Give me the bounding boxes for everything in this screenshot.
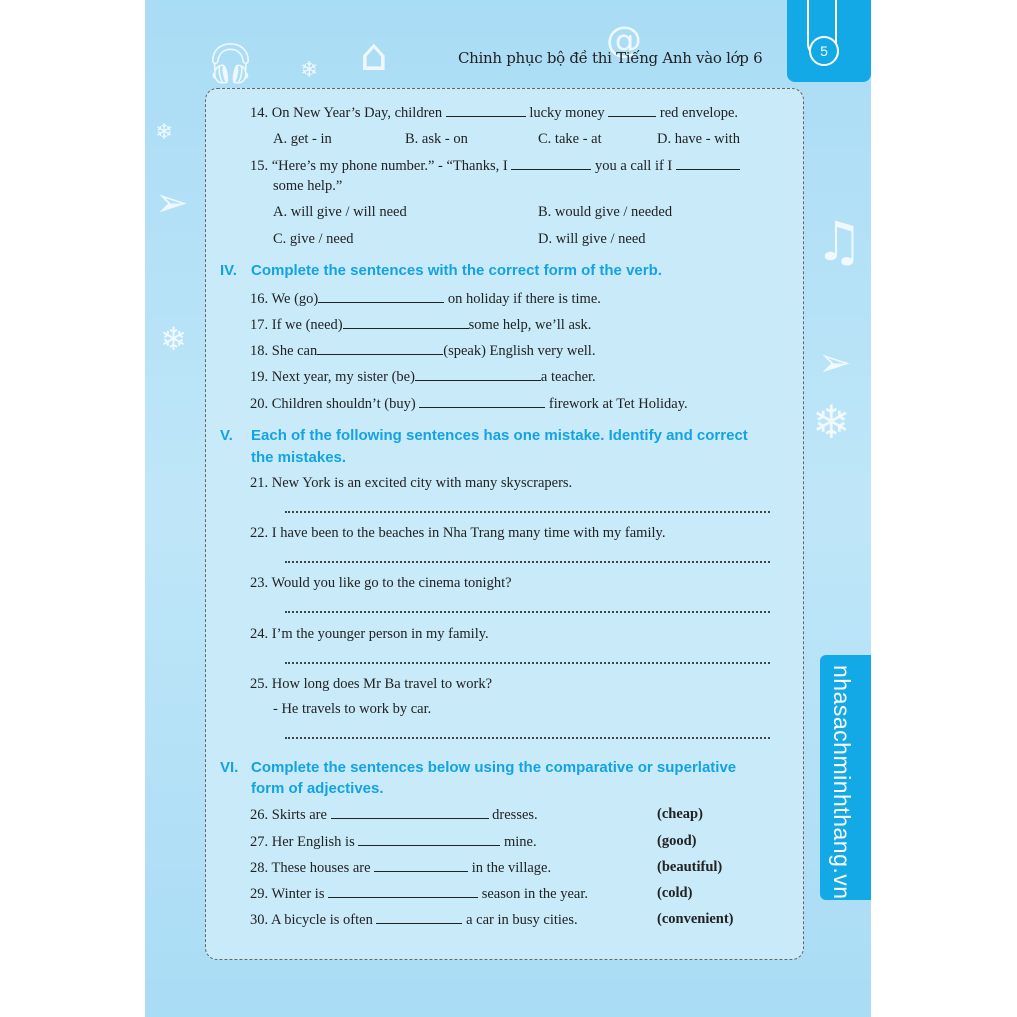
snowflake-icon: ❄ [160, 320, 187, 358]
text-fragment: 28. These houses are [250, 860, 371, 876]
section-4-heading: Complete the sentences with the correct form of the verb. [251, 262, 662, 279]
text-fragment: lucky money [529, 105, 605, 121]
text-fragment: 26. Skirts are [250, 807, 327, 823]
text-fragment: on holiday if there is time. [447, 291, 601, 307]
snowflake-icon: ❄ [155, 120, 174, 145]
answer-blank[interactable] [343, 316, 469, 329]
answer-line[interactable] [285, 737, 770, 739]
answer-line[interactable] [285, 611, 770, 613]
answer-blank[interactable] [374, 859, 468, 872]
question-22: 22. I have been to the beaches in Nha Trang many time with my family. [250, 525, 666, 541]
option: C. give / need [273, 231, 354, 247]
option: D. will give / need [538, 231, 646, 247]
text-fragment: dresses. [492, 807, 538, 823]
text-fragment: firework at Tet Holiday. [548, 396, 688, 412]
text-fragment: in the village. [471, 860, 552, 876]
page-number-tab [787, 0, 871, 82]
hint: (cheap) [657, 806, 703, 822]
text-fragment: a teacher. [540, 369, 596, 385]
snowflake-icon: ❄ [812, 395, 851, 449]
text-fragment: 20. Children shouldn’t (buy) [250, 396, 416, 412]
at-sign-icon: @ [606, 20, 642, 61]
question-21: 21. New York is an excited city with many skyscrapers. [250, 475, 573, 491]
question-23: 23. Would you like go to the cinema tonight? [250, 575, 512, 591]
text-fragment: 17. If we (need) [250, 317, 343, 333]
answer-blank[interactable] [358, 833, 500, 846]
question-15-cont: some help.” [273, 178, 343, 194]
question-28 [250, 859, 551, 877]
question-19 [250, 368, 596, 386]
text-fragment: 18. She can [250, 343, 318, 359]
hint: (cold) [657, 885, 693, 901]
text-fragment: 14. On New Year’s Day, children [250, 105, 443, 121]
paper-plane-icon: ➢ [155, 180, 189, 226]
question-30 [250, 911, 578, 929]
answer-blank[interactable] [317, 342, 443, 355]
side-tab [820, 655, 871, 900]
option: A. get - in [273, 131, 332, 147]
music-note-icon: ♫ [815, 210, 864, 273]
section-6-number: VI. [220, 759, 239, 776]
hint: (convenient) [657, 911, 734, 927]
question-25: 25. How long does Mr Ba travel to work? [250, 676, 493, 692]
hint: (beautiful) [657, 859, 723, 875]
option: D. have - with [657, 131, 740, 147]
answer-blank[interactable] [318, 290, 444, 303]
answer-blank[interactable] [511, 157, 591, 170]
option: C. take - at [538, 131, 602, 147]
section-5-number: V. [220, 427, 233, 444]
paper-plane-icon: ➢ [818, 340, 852, 386]
section-6-heading: Complete the sentences below using the comparative or superlative [251, 759, 737, 776]
section-5-heading: Each of the following sentences has one mistake. Identify and correct [251, 427, 748, 444]
text-fragment: a car in busy cities. [466, 912, 578, 928]
question-18 [250, 342, 595, 360]
question-20 [250, 395, 688, 413]
text-fragment: red envelope. [659, 105, 739, 121]
header-title: Chinh phục bộ đề thi Tiếng Anh vào lớp 6 [458, 49, 763, 67]
section-6-heading-cont: form of adjectives. [251, 780, 384, 797]
answer-line[interactable] [285, 511, 770, 513]
answer-blank[interactable] [676, 157, 740, 170]
text-fragment: (speak) English very well. [443, 343, 596, 359]
text-fragment: some help, we’ll ask. [468, 317, 592, 333]
section-4-number: IV. [220, 262, 237, 279]
question-25-answer: - He travels to work by car. [273, 701, 432, 717]
briefcase-icon: ⌂ [360, 30, 388, 81]
answer-line[interactable] [285, 561, 770, 563]
text-fragment: 29. Winter is [250, 886, 325, 902]
side-tab-label: nhasachminhthang.vn [829, 665, 855, 900]
option: B. would give / needed [538, 204, 673, 220]
page-number: 5 [809, 36, 839, 66]
answer-blank[interactable] [331, 806, 489, 819]
question-29 [250, 885, 588, 903]
question-16 [250, 290, 601, 308]
answer-blank[interactable] [419, 395, 545, 408]
question-15 [250, 157, 740, 175]
snowflake-icon: ❄ [300, 58, 319, 83]
answer-blank[interactable] [328, 885, 478, 898]
section-5-heading-cont: the mistakes. [251, 449, 347, 466]
headphones-icon: 🎧︎ [205, 41, 256, 87]
hint: (good) [657, 833, 697, 849]
question-24: 24. I’m the younger person in my family. [250, 626, 489, 642]
question-14 [250, 104, 738, 122]
answer-line[interactable] [285, 662, 770, 664]
option: B. ask - on [405, 131, 468, 147]
text-fragment: 16. We (go) [250, 291, 319, 307]
question-26 [250, 806, 538, 824]
answer-blank[interactable] [415, 368, 541, 381]
text-fragment: 19. Next year, my sister (be) [250, 369, 415, 385]
text-fragment: 30. A bicycle is often [250, 912, 373, 928]
text-fragment: 27. Her English is [250, 834, 355, 850]
question-17 [250, 316, 591, 334]
text-fragment: 15. “Here’s my phone number.” - “Thanks, I [250, 158, 508, 174]
text-fragment: season in the year. [481, 886, 589, 902]
text-fragment: mine. [503, 834, 537, 850]
option: A. will give / will need [273, 204, 407, 220]
text-fragment: you a call if I [594, 158, 673, 174]
answer-blank[interactable] [608, 104, 656, 117]
question-27 [250, 833, 537, 851]
answer-blank[interactable] [446, 104, 526, 117]
answer-blank[interactable] [376, 911, 462, 924]
